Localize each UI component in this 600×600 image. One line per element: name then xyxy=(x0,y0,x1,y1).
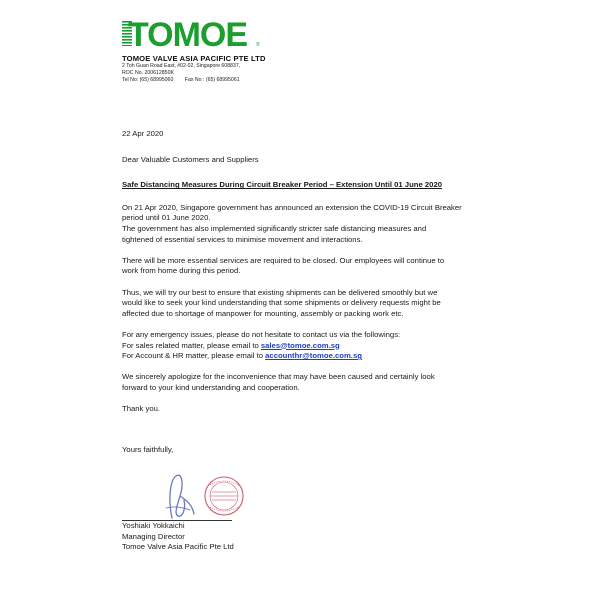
company-contact xyxy=(122,77,266,84)
text-line: For any emergency issues, please do not hesitate to contact us via the followings: xyxy=(122,329,401,339)
text-line: The government has also implemented significantly stricter safe distancing measures and xyxy=(122,223,427,233)
paragraph-shipments xyxy=(122,288,502,320)
closing: Yours faithfully, xyxy=(122,444,174,454)
paragraph-contacts xyxy=(122,330,502,362)
hr-contact-line xyxy=(122,351,502,362)
sales-prefix: For sales related matter, please email to xyxy=(122,340,261,350)
text-line: Thus, we will try our best to ensure that existing shipments can be delivered smoothly but we xyxy=(122,287,438,297)
signer-name: Yoshiaki Yokkaichi xyxy=(122,521,185,530)
paragraph-work-from-home xyxy=(122,256,502,277)
text-line: There will be more essential services are required to be closed. Our employees will continue to xyxy=(122,255,445,265)
sales-contact-line xyxy=(122,341,502,352)
text-line: We sincerely apologize for the inconvenience that may have been caused and certainly look xyxy=(122,372,435,382)
registered-mark: ® xyxy=(256,42,260,48)
tel-number: Tel No: (65) 68995060 xyxy=(122,77,174,83)
text-line: affected due to shortage of manpower for mounting, assembly or packing work etc. xyxy=(122,308,404,318)
signer-title: Managing Director xyxy=(122,531,185,541)
letterhead xyxy=(122,18,266,84)
handwritten-signature xyxy=(166,475,194,518)
letter-subject: Safe Distancing Measures During Circuit Breaker Period – Extension Until 01 June 2020 xyxy=(122,180,442,190)
sales-email-link[interactable]: sales@tomoe.com.sg xyxy=(260,340,340,350)
text-line: work from home during this period. xyxy=(122,266,241,276)
letter-date: 22 Apr 2020 xyxy=(122,129,164,138)
text-line: forward to your kind understanding and cooperation. xyxy=(122,382,300,392)
signer-company: Tomoe Valve Asia Pacific Pte Ltd xyxy=(122,542,234,552)
text-line: tightened of essential services to minimise movement and interactions. xyxy=(122,234,363,244)
company-stamp xyxy=(205,477,243,515)
hr-email-link[interactable]: accounthr@tomoe.com.sg xyxy=(265,351,362,361)
salutation: Dear Valuable Customers and Suppliers xyxy=(122,154,259,164)
text-line: On 21 Apr 2020, Singapore government has announced an extension the COVID-19 Circuit Breaker xyxy=(122,202,462,212)
paragraph-apology xyxy=(122,372,502,393)
paragraph-announcement xyxy=(122,203,502,245)
text-line: would like to seek your kind understanding that some shipments or delivery requests might be xyxy=(122,298,441,308)
company-name: TOMOE VALVE ASIA PACIFIC PTE LTD xyxy=(122,54,266,63)
company-roc: ROC No. 200612850K xyxy=(122,70,174,76)
thank-you: Thank you. xyxy=(122,404,161,414)
company-logo xyxy=(122,18,262,52)
fax-number: Fax No : (65) 68995061 xyxy=(184,77,240,83)
company-address: 2 Toh Guan Road East, #02-02, Singapore 608837, xyxy=(122,63,241,69)
letter-body xyxy=(122,129,502,455)
signer-block xyxy=(122,521,234,553)
hr-prefix: For Account & HR matter, please email to xyxy=(122,351,266,361)
signature-stamp-area xyxy=(122,470,322,522)
text-line: period until 01 June 2020. xyxy=(122,213,211,223)
logo-text: TOMOE xyxy=(128,18,248,48)
logo-wordmark xyxy=(122,18,256,48)
